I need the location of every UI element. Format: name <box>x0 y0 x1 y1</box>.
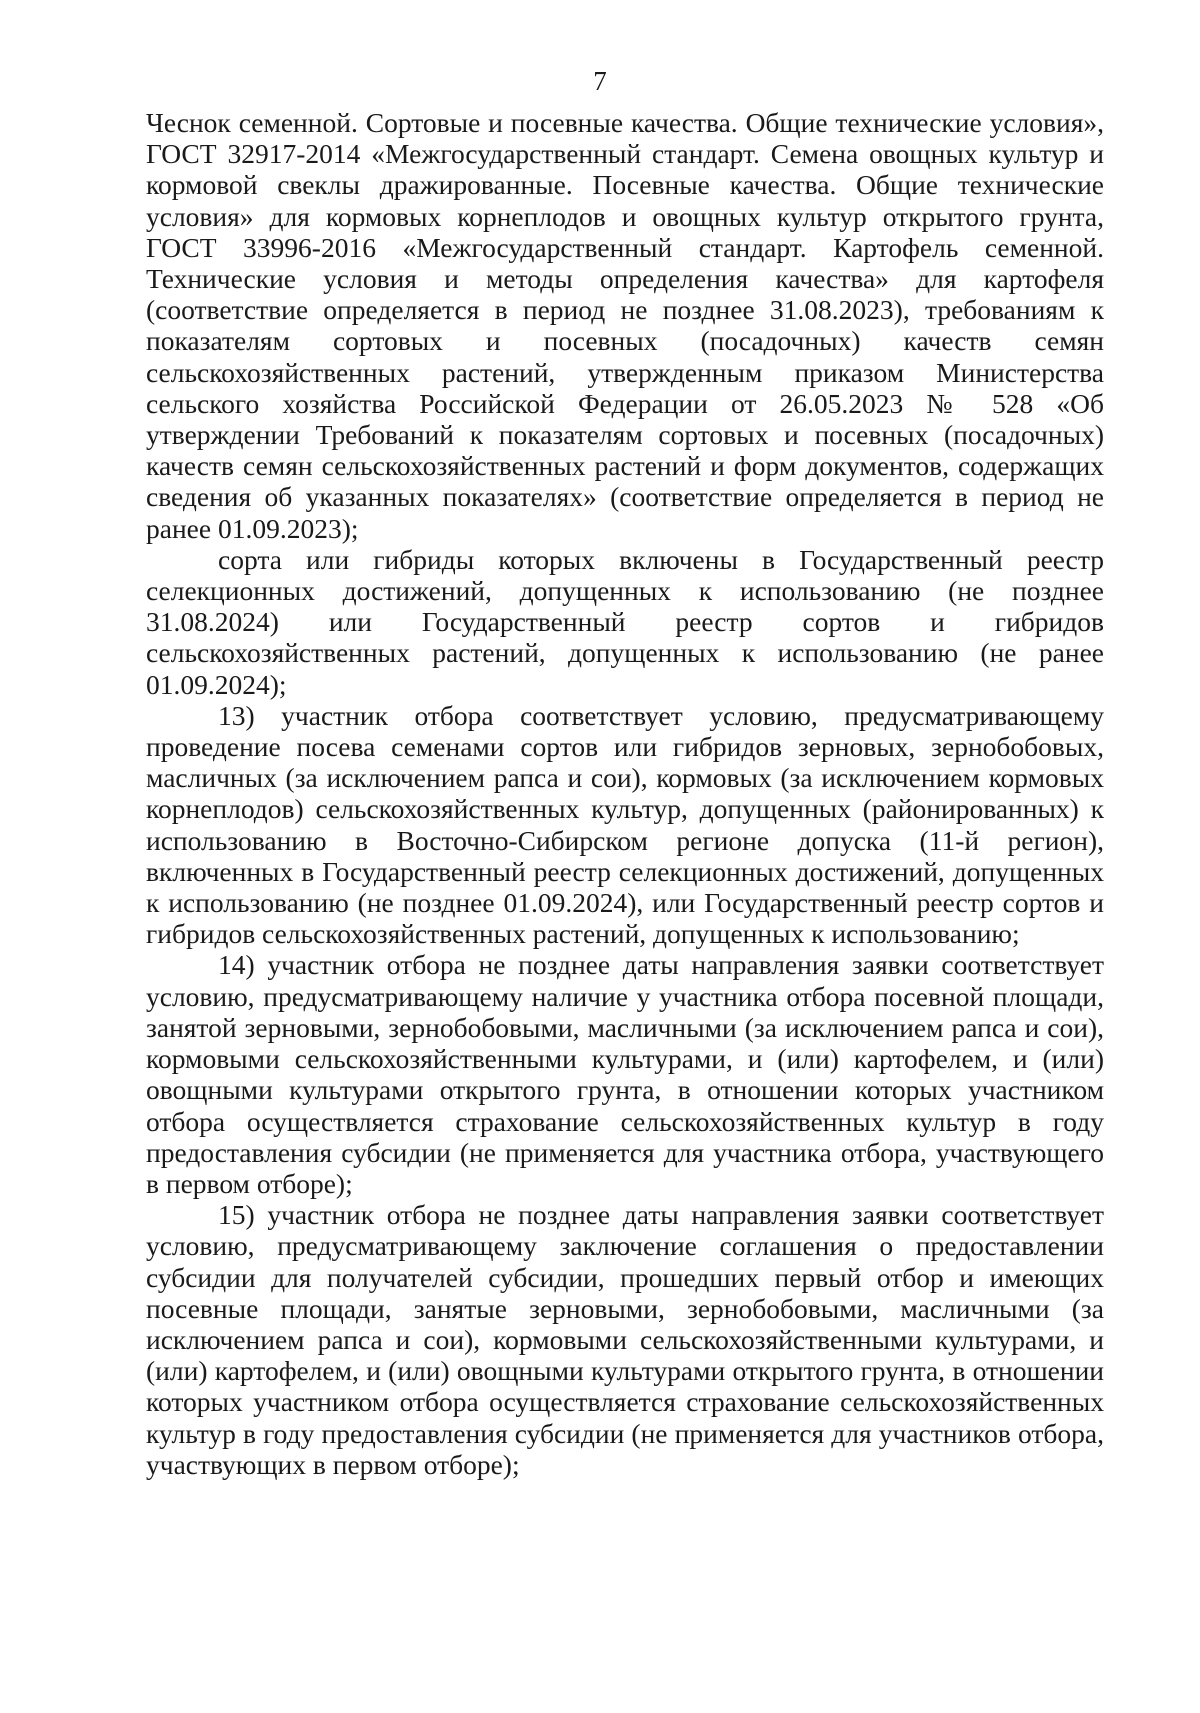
paragraph-item-15: 15) участник отбора не позднее даты направления заявки соответствует условию, предусматривающему заключение соглашения о предоставлении субсидии для получателей субсидии, прошедших первый отбор и имеющих посевные площади, занятые зерновыми, зернобобовыми, масличными (за исключением рапса и сои), кормовыми сельскохозяйственными культурами, и (или) картофелем, и (или) овощными культурами открытого грунта, в отношении которых участником отбора осуществляется страхование сельскохозяйственных культур в году предоставления субсидии (не применяется для участников отбора, участвующих в первом отборе); <box>146 1199 1104 1480</box>
document-body <box>146 107 1104 1480</box>
page-number: 7 <box>593 66 607 96</box>
paragraph-item-13: 13) участник отбора соответствует условию, предусматривающему проведение посева семенами сортов или гибридов зерновых, зернобобовых, масличных (за исключением рапса и сои), кормовых (за исключением кормовых корнеплодов) сельскохозяйственных культур, допущенных (районированных) к использованию в Восточно-Сибирском регионе допуска (11-й регион), включенных в Государственный реестр селекционных достижений, допущенных к использованию (не позднее 01.09.2024), или Государственный реестр сортов и гибридов сельскохозяйственных растений, допущенных к использованию; <box>146 699 1104 950</box>
paragraph-item-14: 14) участник отбора не позднее даты направления заявки соответствует условию, предусматривающему наличие у участника отбора посевной площади, занятой зерновыми, зернобобовыми, масличными (за исключением рапса и сои), кормовыми сельскохозяйственными культурами, и (или) картофелем, и (или) овощными культурами открытого грунта, в отношении которых участником отбора осуществляется страхование сельскохозяйственных культур в году предоставления субсидии (не применяется для участника отбора, участвующего в первом отборе); <box>146 949 1104 1199</box>
paragraph-continuation: Чеснок семенной. Сортовые и посевные качества. Общие технические условия», ГОСТ 32917-2014 «Межгосударственный стандарт. Семена овощных культур и кормовой свеклы дражированные. Посевные качества. Общие технические условия» для кормовых корнеплодов и овощных культур открытого грунта, ГОСТ 33996-2016 «Межгосударственный стандарт. Картофель семенной. Технические условия и методы определения качества» для картофеля (соответствие определяется в период не позднее 31.08.2023), требованиям к показателям сортовых и посевных (посадочных) качеств семян сельскохозяйственных растений, утвержденным приказом Министерства сельского хозяйства Российской Федерации от 26.05.2023 № 528 «Об утверждении Требований к показателям сортовых и посевных (посадочных) качеств семян сельскохозяйственных растений и форм документов, содержащих сведения об указанных показателях» (соответствие определяется в период не ранее 01.09.2023); <box>146 107 1104 544</box>
paragraph-varieties: сорта или гибриды которых включены в Государственный реестр селекционных достижений, допущенных к использованию (не позднее 31.08.2024) или Государственный реестр сортов и гибридов сельскохозяйственных растений, допущенных к использованию (не ранее 01.09.2024); <box>146 543 1104 700</box>
